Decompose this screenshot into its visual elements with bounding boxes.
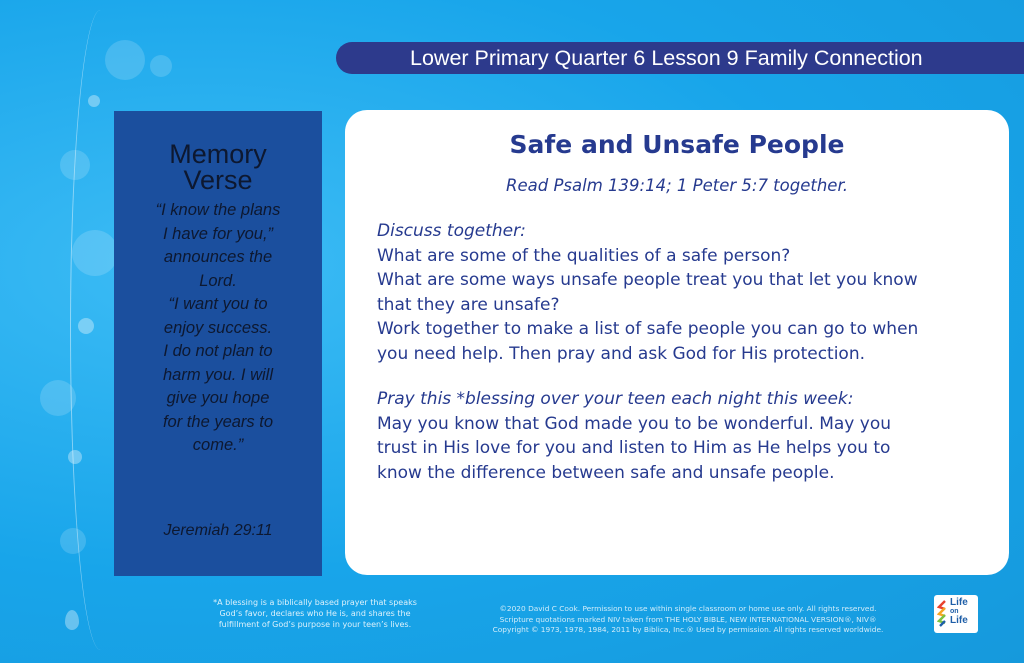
decorative-bubble	[88, 95, 100, 107]
life-on-life-logo	[934, 595, 978, 633]
memory-verse-title-line: Memory	[169, 139, 267, 169]
decorative-drop	[65, 610, 79, 630]
verse-line: for the years to	[162, 412, 274, 431]
verse-line: “I want you to	[168, 295, 268, 313]
decorative-bubble	[60, 150, 90, 180]
discuss-line: that they are unsafe?	[377, 294, 560, 315]
copyright-notice	[448, 604, 928, 636]
copyright-line: ©2020 David C Cook. Permission to use within single classroom or home use only. All rights reserved.	[499, 604, 877, 613]
verse-line: announces the	[163, 248, 273, 266]
pray-heading: Pray this *blessing over your teen each night this week:	[377, 389, 854, 409]
header-title: Lower Primary Quarter 6 Lesson 9 Family Connection	[410, 46, 923, 70]
memory-verse-panel	[114, 111, 322, 576]
lesson-subtitle: Read Psalm 139:14; 1 Peter 5:7 together.	[506, 176, 848, 195]
verse-line: Lord.	[199, 271, 237, 290]
copyright-line: Copyright © 1973, 1978, 1984, 2011 by Biblica, Inc.® Used by permission. All rights reserved worldwide.	[492, 625, 884, 634]
verse-line: “I know the plans	[155, 201, 281, 219]
footnote-line: God’s favor, declares who He is, and shares the	[219, 609, 411, 618]
memory-verse-text	[114, 199, 322, 458]
memory-verse-title-line: Verse	[183, 165, 253, 195]
logo-word: Life	[950, 615, 968, 626]
lesson-title: Safe and Unsafe People	[509, 130, 845, 159]
memory-verse-reference: Jeremiah 29:11	[163, 522, 273, 539]
decorative-bubble	[60, 528, 86, 554]
lesson-body	[377, 219, 987, 485]
verse-line: I have for you,”	[162, 224, 274, 243]
pray-line: May you know that God made you to be wonderful. May you	[377, 413, 892, 434]
logo-text	[950, 598, 968, 626]
logo-word: Life	[950, 597, 968, 608]
decorative-bubble	[78, 318, 94, 334]
discuss-line: What are some ways unsafe people treat you that let you know	[377, 270, 918, 290]
pray-line: trust in His love for you and listen to Him as He helps you to	[377, 438, 891, 458]
verse-line: harm you. I will	[162, 365, 274, 384]
verse-line: come.”	[192, 436, 244, 454]
verse-line: give you hope	[166, 389, 270, 407]
lesson-card	[345, 110, 1009, 575]
decorative-bubble	[68, 450, 82, 464]
paragraph-gap	[377, 366, 987, 387]
discuss-line: What are some of the qualities of a safe person?	[377, 245, 791, 266]
verse-line: enjoy success.	[163, 318, 273, 337]
pray-line: know the difference between safe and unsafe people.	[377, 462, 835, 483]
verse-line: I do not plan to	[163, 342, 273, 360]
memory-verse-title	[114, 141, 322, 193]
decorative-bubble	[72, 230, 118, 276]
decorative-bubble	[40, 380, 76, 416]
discuss-line: Work together to make a list of safe people you can go to when	[377, 319, 919, 339]
discuss-line: you need help. Then pray and ask God for His protection.	[377, 343, 866, 364]
decorative-bubble	[150, 55, 172, 77]
decorative-bubble	[105, 40, 145, 80]
logo-mark-icon	[937, 600, 947, 628]
logo-word: on	[950, 608, 959, 615]
footnote-line: *A blessing is a biblically based prayer that speaks	[213, 598, 417, 607]
footnote-line: fulfillment of God’s purpose in your teen’s lives.	[218, 620, 412, 629]
blessing-footnote	[200, 597, 430, 630]
copyright-line: Scripture quotations marked NIV taken from THE HOLY BIBLE, NEW INTERNATIONAL VERSION®, NIV®	[499, 614, 877, 624]
discuss-heading: Discuss together:	[377, 221, 526, 241]
